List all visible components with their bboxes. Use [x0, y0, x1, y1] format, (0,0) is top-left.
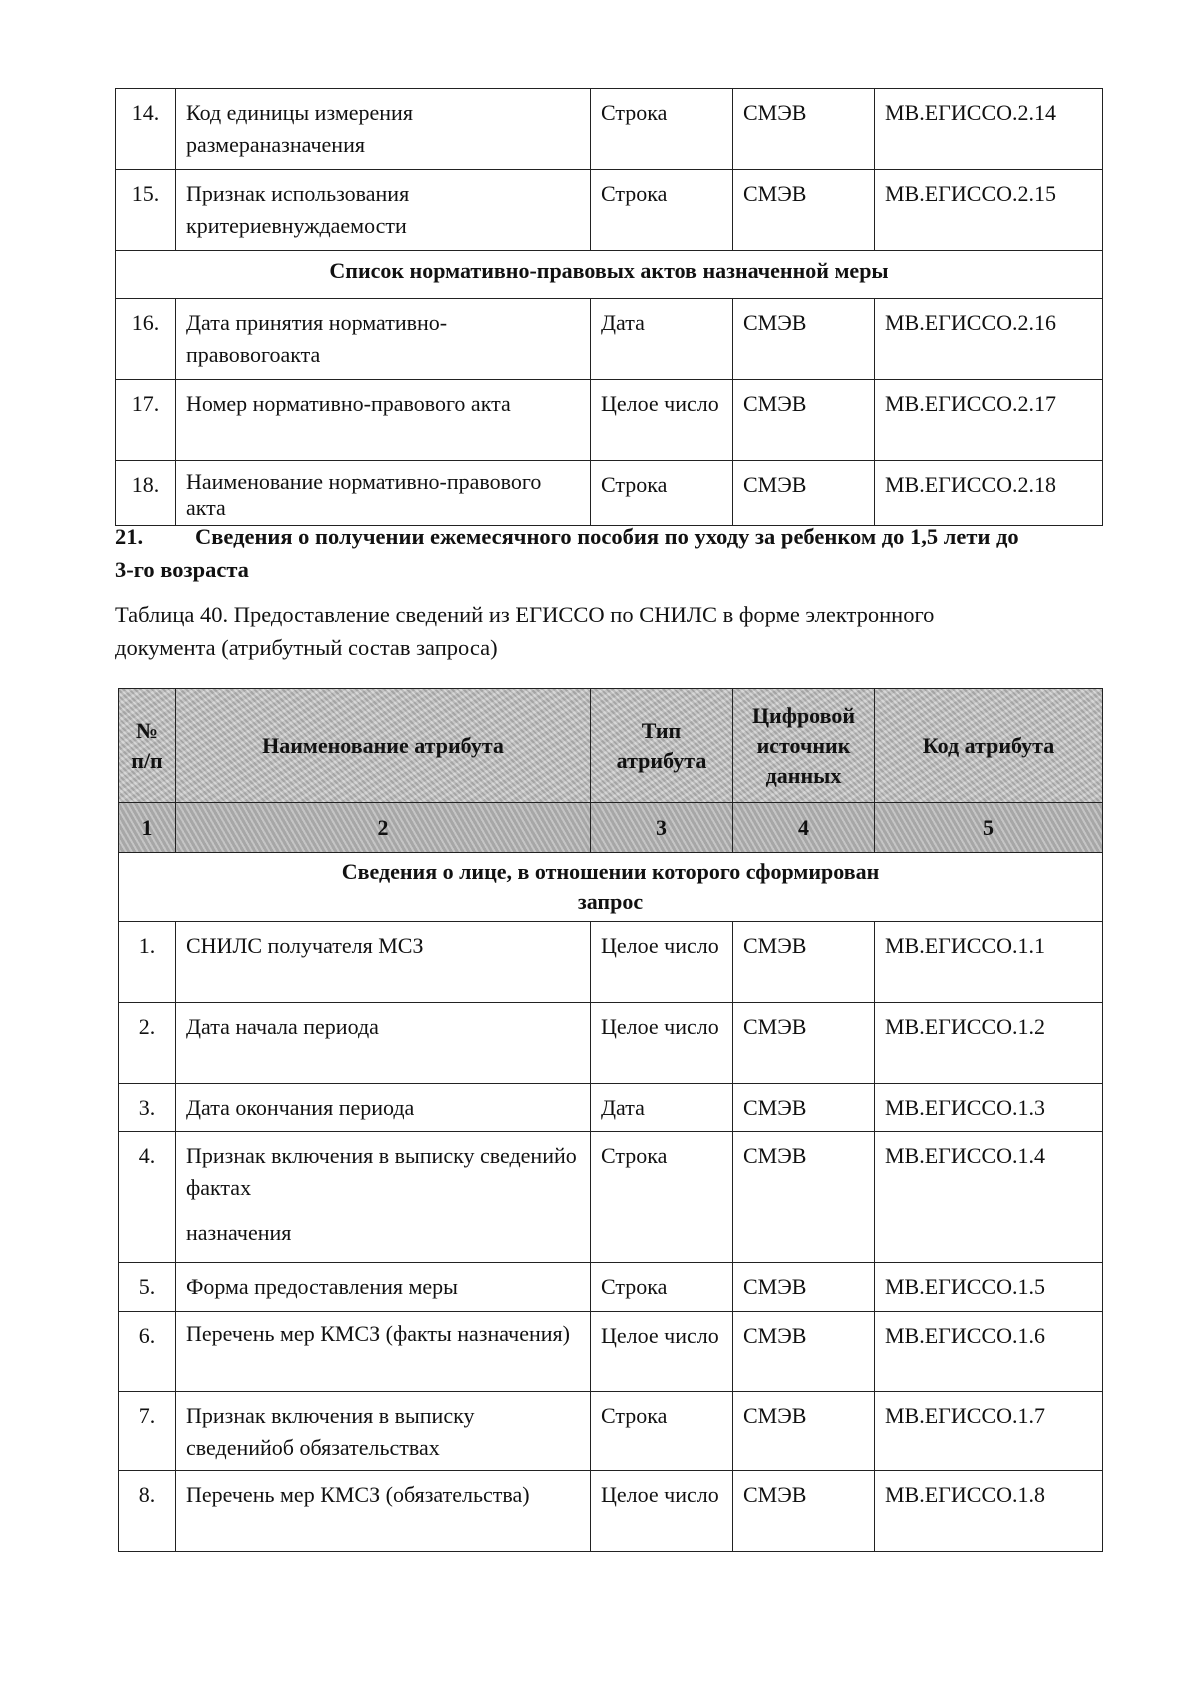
row-number: 4.	[119, 1132, 176, 1263]
attribute-type: Строка	[591, 170, 733, 251]
header-data-source: Цифровой источник данных	[733, 689, 875, 803]
section-row	[116, 251, 1103, 299]
attributes-table	[118, 688, 1103, 1552]
attribute-code: МВ.ЕГИССО.1.8	[875, 1471, 1103, 1552]
attribute-type: Целое число	[591, 1471, 733, 1552]
data-source: СМЭВ	[733, 1471, 875, 1552]
row-number: 3.	[119, 1084, 176, 1132]
section-title-text: Сведения о лице, в отношении которого сформирован запрос	[341, 859, 880, 914]
table-row	[119, 1003, 1103, 1084]
data-source: СМЭВ	[733, 461, 875, 526]
attribute-name-continuation: назначения	[186, 1220, 292, 1245]
data-source: СМЭВ	[733, 170, 875, 251]
attribute-code: МВ.ЕГИССО.1.7	[875, 1392, 1103, 1471]
section-row	[119, 853, 1103, 922]
row-number: 8.	[119, 1471, 176, 1552]
attribute-name: Признак включения в выписку сведенийоб обязательствах	[176, 1392, 591, 1471]
data-source: СМЭВ	[733, 299, 875, 380]
section-title	[119, 853, 1103, 922]
table-row	[116, 461, 1103, 526]
row-number: 18.	[116, 461, 176, 526]
column-number: 1	[119, 803, 176, 853]
data-source: СМЭВ	[733, 89, 875, 170]
attribute-name: Код единицы измерения размераназначения	[176, 89, 591, 170]
attribute-type: Дата	[591, 299, 733, 380]
attribute-type: Дата	[591, 1084, 733, 1132]
header-attribute-type: Тип атрибута	[591, 689, 733, 803]
row-number: 2.	[119, 1003, 176, 1084]
row-number: 7.	[119, 1392, 176, 1471]
table-row	[119, 1312, 1103, 1392]
data-source: СМЭВ	[733, 922, 875, 1003]
row-number: 16.	[116, 299, 176, 380]
attribute-name: Перечень мер КМСЗ (факты назначения)	[176, 1312, 591, 1392]
attribute-name: Признак включения в выписку сведенийо фактах	[186, 1143, 577, 1200]
header-attribute-code: Код атрибута	[875, 689, 1103, 803]
attribute-name: Дата принятия нормативно-правовогоакта	[176, 299, 591, 380]
column-number: 4	[733, 803, 875, 853]
section-heading	[115, 520, 1035, 586]
attribute-type: Целое число	[591, 922, 733, 1003]
table-row	[119, 1132, 1103, 1263]
attribute-type: Целое число	[591, 1312, 733, 1392]
row-number: 1.	[119, 922, 176, 1003]
row-number: 15.	[116, 170, 176, 251]
attribute-type: Строка	[591, 461, 733, 526]
attribute-name: Номер нормативно-правового акта	[176, 380, 591, 461]
attribute-name: Наименование нормативно-правового акта	[176, 461, 591, 526]
attribute-name: Форма предоставления меры	[176, 1263, 591, 1312]
section-number: 21.	[115, 524, 144, 549]
attribute-code: МВ.ЕГИССО.1.4	[875, 1132, 1103, 1263]
table-row	[119, 1471, 1103, 1552]
attribute-type: Целое число	[591, 1003, 733, 1084]
table-row	[116, 89, 1103, 170]
attribute-name: Перечень мер КМСЗ (обязательства)	[176, 1471, 591, 1552]
attribute-type: Строка	[591, 1132, 733, 1263]
attribute-code: МВ.ЕГИССО.1.1	[875, 922, 1103, 1003]
attribute-code: МВ.ЕГИССО.1.5	[875, 1263, 1103, 1312]
header-attribute-name: Наименование атрибута	[176, 689, 591, 803]
attribute-name: Дата окончания периода	[176, 1084, 591, 1132]
data-source: СМЭВ	[733, 1263, 875, 1312]
top-table	[115, 88, 1103, 526]
attribute-name: Признак использования критериевнуждаемости	[176, 170, 591, 251]
attribute-code: МВ.ЕГИССО.2.15	[875, 170, 1103, 251]
attribute-code: МВ.ЕГИССО.2.18	[875, 461, 1103, 526]
attribute-type: Строка	[591, 89, 733, 170]
column-number: 5	[875, 803, 1103, 853]
table-row	[119, 922, 1103, 1003]
row-number: 6.	[119, 1312, 176, 1392]
attribute-code: МВ.ЕГИССО.2.16	[875, 299, 1103, 380]
column-number-row	[119, 803, 1103, 853]
attribute-code: МВ.ЕГИССО.2.14	[875, 89, 1103, 170]
attribute-code: МВ.ЕГИССО.1.6	[875, 1312, 1103, 1392]
attribute-code: МВ.ЕГИССО.2.17	[875, 380, 1103, 461]
row-number: 14.	[116, 89, 176, 170]
data-source: СМЭВ	[733, 1084, 875, 1132]
table-row	[119, 1263, 1103, 1312]
table-row	[116, 299, 1103, 380]
data-source: СМЭВ	[733, 1132, 875, 1263]
attribute-type: Строка	[591, 1392, 733, 1471]
header-row	[119, 689, 1103, 803]
header-number: № п/п	[119, 689, 176, 803]
attribute-code: МВ.ЕГИССО.1.2	[875, 1003, 1103, 1084]
row-number: 5.	[119, 1263, 176, 1312]
data-source: СМЭВ	[733, 1392, 875, 1471]
attribute-name: Дата начала периода	[176, 1003, 591, 1084]
section-title: Список нормативно-правовых актов назначенной меры	[116, 251, 1103, 299]
section-heading-text: Сведения о получении ежемесячного пособия по уходу за ребенком до 1,5 лети до 3-го возраста	[115, 524, 1019, 582]
attribute-name: СНИЛС получателя МСЗ	[176, 922, 591, 1003]
table-row	[116, 380, 1103, 461]
table-row	[116, 170, 1103, 251]
attribute-type: Строка	[591, 1263, 733, 1312]
data-source: СМЭВ	[733, 1312, 875, 1392]
column-number: 2	[176, 803, 591, 853]
data-source: СМЭВ	[733, 1003, 875, 1084]
attribute-type: Целое число	[591, 380, 733, 461]
attribute-name-cell	[176, 1132, 591, 1263]
table-caption: Таблица 40. Предоставление сведений из ЕГИССО по СНИЛС в форме электронного документа (атрибутный состав запроса)	[115, 602, 935, 660]
row-number: 17.	[116, 380, 176, 461]
attribute-code: МВ.ЕГИССО.1.3	[875, 1084, 1103, 1132]
column-number: 3	[591, 803, 733, 853]
data-source: СМЭВ	[733, 380, 875, 461]
table-row	[119, 1392, 1103, 1471]
table-row	[119, 1084, 1103, 1132]
